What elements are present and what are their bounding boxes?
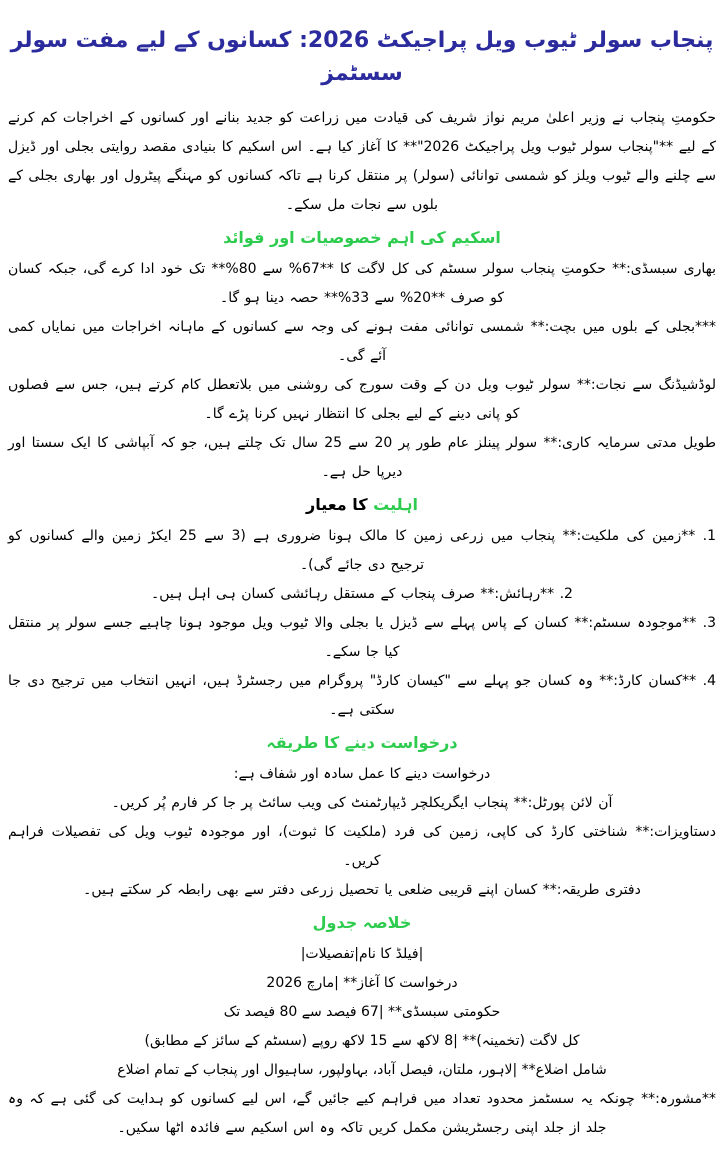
summary-row-total-cost: کل لاگت (تخمینہ)** |8 لاکھ سے 15 لاکھ روپے (سسٹم کے سائز کے مطابق) (144, 1033, 580, 1049)
apply-step-online-portal: آن لائن پورٹل:** پنجاب ایگریکلچر ڈیپارٹمنٹ کی ویب سائٹ پر جا کر فارم پُر کریں۔ (111, 795, 613, 811)
feature-item-bill-savings: ***بجلی کے بلوں میں بچت:** شمسی توانائی مفت ہونے کی وجہ سے کسانوں کے ماہانہ اخراجات میں نمایاں کمی آئے گی۔ (8, 319, 716, 364)
apply-step-office: دفتری طریقہ:** کسان اپنے قریبی ضلعی یا تحصیل زرعی دفتر سے بھی رابطہ کر سکتے ہیں۔ (83, 882, 641, 898)
section-heading-apply: درخواست دینے کا طریقہ (266, 733, 458, 752)
eligibility-heading-green-part: اہلیت (373, 495, 418, 514)
apply-step-documents: دستاویزات:** شناختی کارڈ کی کاپی، زمین کی فرد (ملکیت کا ثبوت)، اور موجودہ ٹیوب ویل کی تفصیلات فراہم کریں۔ (8, 824, 716, 869)
eligibility-heading-black-part: کا معیار (306, 495, 374, 514)
intro-paragraph: حکومتِ پنجاب نے وزیر اعلیٰ مریم نواز شریف کی قیادت میں زراعت کو جدید بنانے اور کسانوں کے اخراجات کم کرنے کے لیے **"پنجاب سولر ٹیوب ویل پراجیکٹ 2026"** کا آغاز کیا ہے۔ اس اسکیم کا بنیادی مقصد روایتی بجلی اور ڈیزل سے چلنے والے ٹیوب ویلز کو شمسی توانائی (سولر) پر منتقل کرنا ہے تاکہ کسانوں کو مہنگے پیٹرول اور بھاری بجلی کے بلوں سے نجات مل سکے۔ (8, 110, 716, 213)
summary-row-subsidy: حکومتی سبسڈی** |67 فیصد سے 80 فیصد تک (223, 1004, 501, 1020)
summary-row-districts: شامل اضلاع** |لاہور، ملتان، فیصل آباد، بہاولپور، ساہیوال اور پنجاب کے تمام اضلاع (117, 1062, 607, 1078)
apply-intro-line: درخواست دینے کا عمل سادہ اور شفاف ہے: (233, 766, 491, 782)
summary-row-header: |فیلڈ کا نام|تفصیلات| (300, 946, 424, 962)
feature-item-longterm: طویل مدتی سرمایہ کاری:** سولر پینلز عام طور پر 20 سے 25 سال تک چلتے ہیں، جو کہ آبپاشی کا ایک سستا اور دیرپا حل ہے۔ (8, 435, 716, 480)
feature-item-loadshedding: لوڈشیڈنگ سے نجات:** سولر ٹیوب ویل دن کے وقت سورج کی روشنی میں بلاتعطل کام کرتے ہیں، جس سے فصلوں کو پانی دینے کے لیے بجلی کا انتظار نہیں کرنا پڑے گا۔ (8, 377, 716, 422)
eligibility-item-land-ownership: 1. **زمین کی ملکیت:** پنجاب میں زرعی زمین کا مالک ہونا ضروری ہے (3 سے 25 ایکڑ زمین والے کسانوں کو ترجیح دی جائے گی)۔ (8, 528, 716, 573)
eligibility-item-existing-system: 3. **موجودہ سسٹم:** کسان کے پاس پہلے سے ڈیزل یا بجلی والا ٹیوب ویل موجود ہونا چاہیے جسے سولر پر منتقل کیا جا سکے۔ (8, 615, 716, 660)
section-heading-features: اسکیم کی اہم خصوصیات اور فوائد (223, 228, 501, 247)
section-heading-summary-table: خلاصہ جدول (312, 913, 412, 932)
advice-paragraph: **مشورہ:** چونکہ یہ سسٹمز محدود تعداد میں فراہم کیے جائیں گے، اس لیے کسانوں کو ہدایت کی گئی ہے کہ وہ جلد از جلد اپنی رجسٹریشن مکمل کریں تاکہ وہ اس اسکیم سے فائدہ اٹھا سکیں۔ (8, 1091, 716, 1136)
section-heading-eligibility (8, 490, 716, 519)
summary-row-application-start: درخواست کا آغاز** |مارچ 2026 (266, 975, 458, 991)
eligibility-item-kisan-card: 4. **کسان کارڈ:** وہ کسان جو پہلے سے "کیسان کارڈ" پروگرام میں رجسٹرڈ ہیں، انہیں انتخاب میں ترجیح دی جا سکتی ہے۔ (8, 673, 716, 718)
page-title: پنجاب سولر ٹیوب ویل پراجیکٹ 2026: کسانوں کے لیے مفت سولر سسٹمز (10, 28, 714, 86)
feature-item-subsidy: بھاری سبسڈی:** حکومتِ پنجاب سولر سسٹم کی کل لاگت کا **67% سے 80%** تک خود ادا کرے گی، جبکہ کسان کو صرف **20% سے 33%** حصہ دینا ہو گا۔ (8, 261, 716, 306)
eligibility-item-residence: 2. **رہائش:** صرف پنجاب کے مستقل رہائشی کسان ہی اہل ہیں۔ (151, 586, 573, 602)
